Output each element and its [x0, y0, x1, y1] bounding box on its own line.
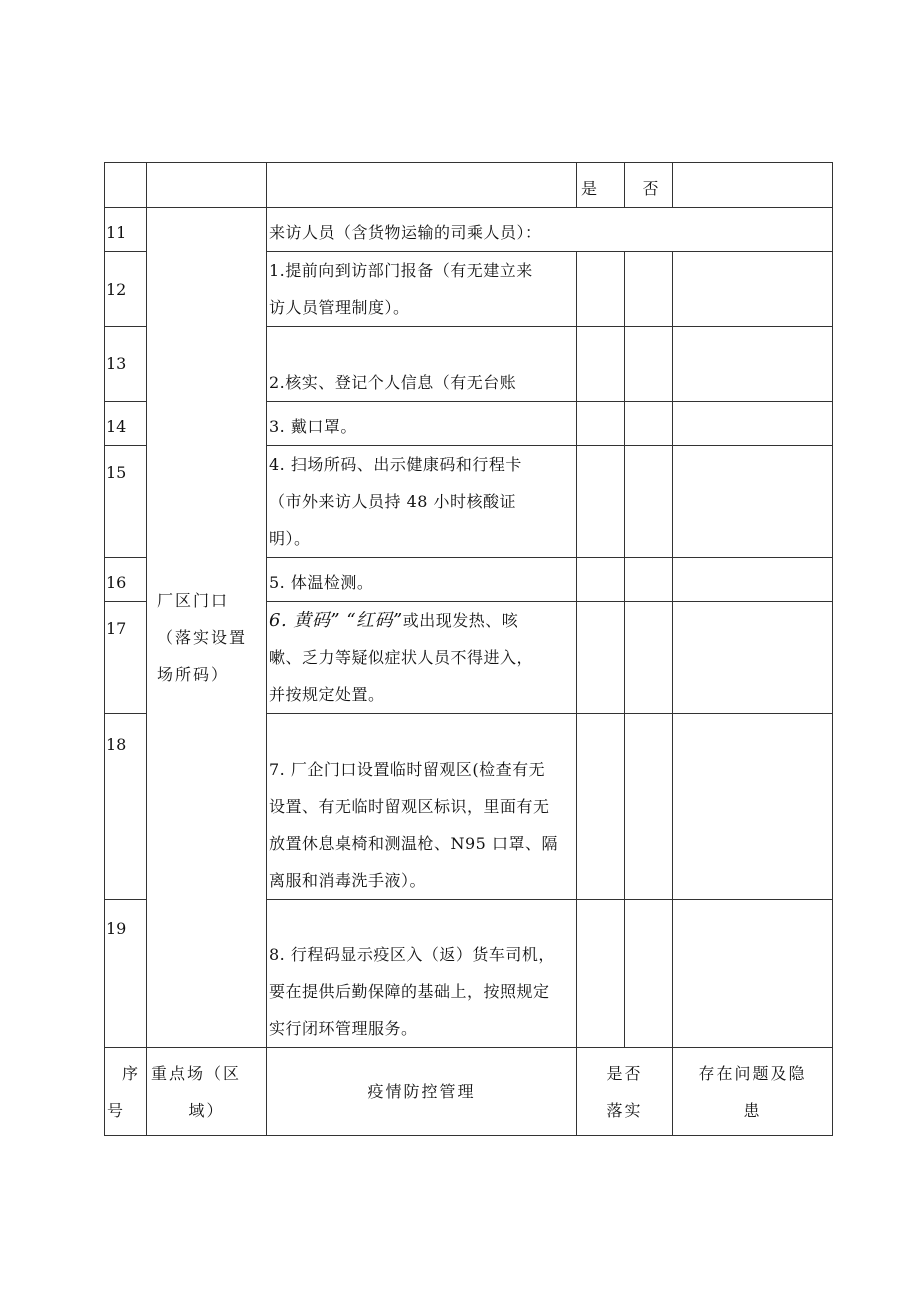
item-line: 并按规定处置。 — [269, 685, 385, 704]
issues-cell — [673, 714, 833, 900]
yes-header: 是 — [577, 163, 625, 208]
no-cell — [625, 446, 673, 558]
no-cell — [625, 327, 673, 402]
issues-header — [673, 1048, 833, 1136]
issues-cell — [673, 900, 833, 1048]
issues-header-bottom: 患 — [743, 1100, 762, 1120]
yes-cell — [577, 714, 625, 900]
item-line: 5. 体温检测。 — [269, 573, 374, 592]
yes-cell — [577, 446, 625, 558]
no-cell — [625, 252, 673, 327]
seq-header — [105, 1048, 147, 1136]
item-line: 1.提前向到访部门报备（有无建立来 — [269, 261, 533, 280]
row-number: 16 — [105, 558, 147, 602]
item-line: 明）。 — [269, 529, 311, 548]
issues-cell — [673, 402, 833, 446]
table-row — [105, 208, 833, 252]
yes-cell — [577, 402, 625, 446]
no-cell — [625, 602, 673, 714]
issues-cell — [673, 327, 833, 402]
item-text — [267, 558, 577, 602]
item-line: 离服和消毒洗手液）。 — [269, 871, 427, 890]
seq-header-bottom: 号 — [107, 1100, 126, 1120]
item-text — [267, 252, 577, 327]
item-line: 要在提供后勤保障的基础上，按照规定 — [269, 982, 550, 1001]
item-line: 访人员管理制度）。 — [269, 298, 410, 317]
item-text — [267, 900, 577, 1048]
issues-header-top: 存在问题及隐 — [698, 1063, 807, 1083]
row-number: 17 — [105, 602, 147, 714]
cell-empty — [673, 163, 833, 208]
item-text — [267, 402, 577, 446]
no-header: 否 — [625, 163, 673, 208]
row-number: 11 — [105, 208, 147, 252]
area-line: 厂区门口 — [157, 591, 230, 610]
item-line: 7. 厂企门口设置临时留观区(检查有无 — [269, 760, 546, 779]
item-text: 来访人员（含货物运输的司乘人员）： — [267, 208, 833, 252]
cell-empty — [267, 163, 577, 208]
area-cell — [147, 208, 267, 1048]
item-line: （市外来访人员持 48 小时核酸证 — [269, 492, 517, 511]
area-header-top: 重点场（区 — [151, 1063, 242, 1083]
cell-empty — [105, 163, 147, 208]
cell-empty — [147, 163, 267, 208]
no-cell — [625, 900, 673, 1048]
no-cell — [625, 558, 673, 602]
area-header-bottom: 域） — [188, 1100, 225, 1120]
row-number: 13 — [105, 327, 147, 402]
mgmt-header: 疫情防控管理 — [267, 1048, 577, 1136]
item-text — [267, 327, 577, 402]
item-line: 2.核实、登记个人信息（有无台账 — [269, 373, 517, 392]
yes-cell — [577, 327, 625, 402]
issues-cell — [673, 446, 833, 558]
top-header-row — [105, 163, 833, 208]
footer-header-row — [105, 1048, 833, 1136]
item-line: 实行闭环管理服务。 — [269, 1019, 418, 1038]
item-text — [267, 714, 577, 900]
area-line: （落实设置 — [157, 628, 248, 647]
item-line: 嗽、乏力等疑似症状人员不得进入， — [269, 648, 534, 667]
area-header — [147, 1048, 267, 1136]
inspection-table — [104, 162, 833, 1136]
item-line: 3. 戴口罩。 — [269, 417, 357, 436]
row-number: 19 — [105, 900, 147, 1048]
no-cell — [625, 402, 673, 446]
item-line: 8. 行程码显示疫区入（返）货车司机， — [269, 945, 555, 964]
area-line: 场所码） — [157, 665, 230, 684]
row-number: 18 — [105, 714, 147, 900]
done-header — [577, 1048, 673, 1136]
issues-cell — [673, 602, 833, 714]
item-line: 或出现发热、咳 — [402, 611, 519, 630]
item-line: 4. 扫场所码、出示健康码和行程卡 — [269, 455, 522, 474]
italic-prefix: 6. 黄码” “红码” — [269, 610, 403, 631]
yes-cell — [577, 252, 625, 327]
issues-cell — [673, 558, 833, 602]
yes-cell — [577, 602, 625, 714]
issues-cell — [673, 252, 833, 327]
done-header-bottom: 落实 — [606, 1100, 643, 1120]
done-header-top: 是否 — [606, 1063, 643, 1083]
item-line: 放置休息桌椅和测温枪、N95 口罩、隔 — [269, 834, 558, 853]
seq-header-top: 序 — [121, 1063, 140, 1083]
item-text — [267, 446, 577, 558]
row-number: 15 — [105, 446, 147, 558]
no-cell — [625, 714, 673, 900]
row-number: 14 — [105, 402, 147, 446]
yes-cell — [577, 558, 625, 602]
item-text — [267, 602, 577, 714]
item-line: 设置、有无临时留观区标识，里面有无 — [269, 797, 550, 816]
yes-cell — [577, 900, 625, 1048]
row-number: 12 — [105, 252, 147, 327]
